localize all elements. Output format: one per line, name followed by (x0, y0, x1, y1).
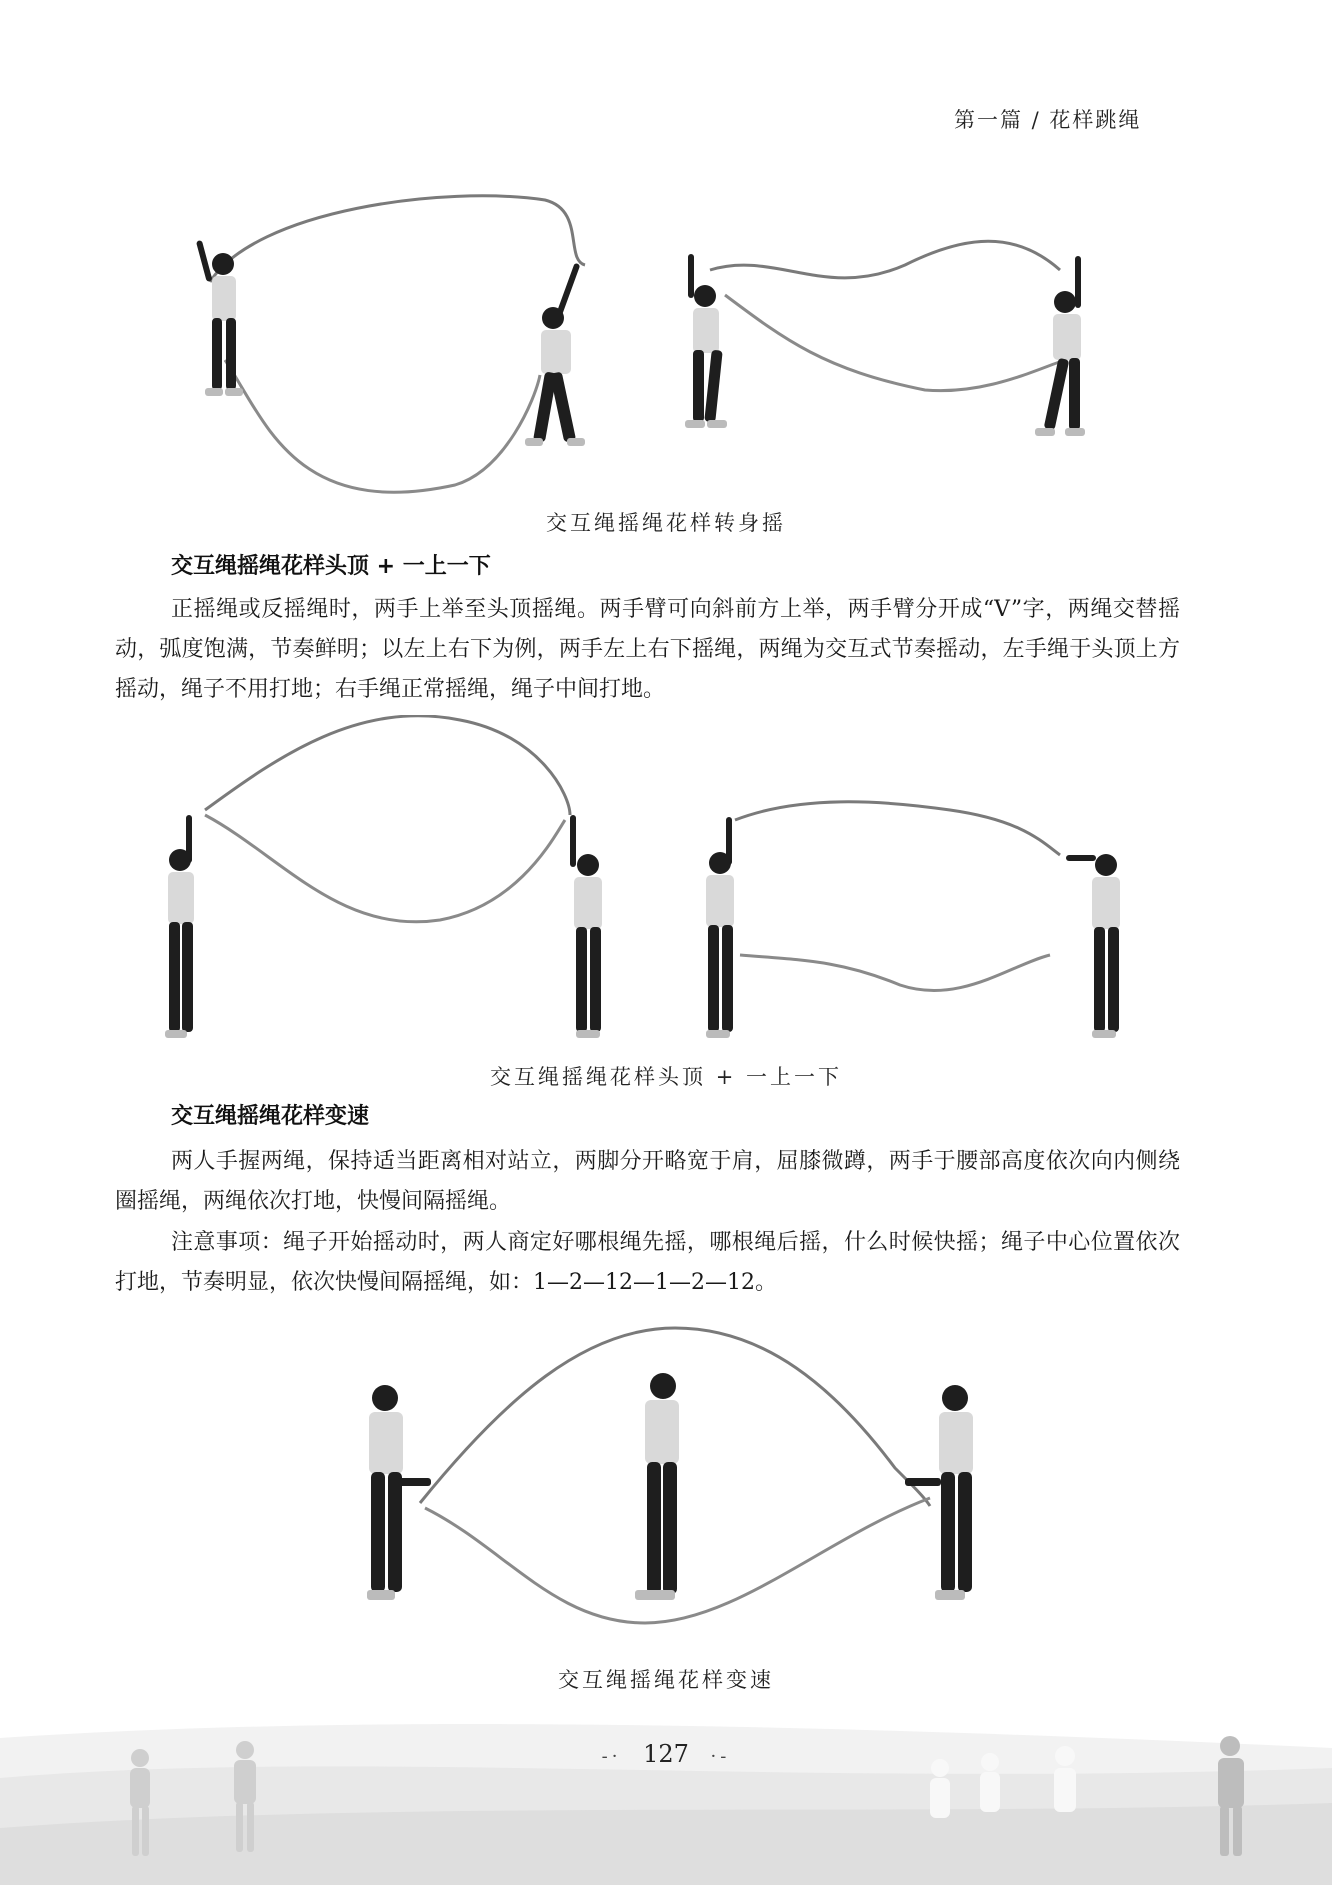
running-head: 第一篇 / 花样跳绳 (954, 108, 1142, 132)
rope (425, 1498, 930, 1623)
page-dash-right: ·- (710, 1746, 731, 1767)
jumper-figure (1066, 854, 1120, 1038)
jumper-figure (367, 1385, 431, 1600)
jumper-figure (165, 815, 194, 1038)
footer-decoration (0, 1708, 1332, 1885)
rope (740, 955, 1050, 991)
rope (205, 815, 565, 922)
section-title: 交互绳摇绳花样变速 (171, 1104, 370, 1129)
jumper-figure (570, 815, 602, 1038)
body-paragraph: 正摇绳或反摇绳时，两手上举至头顶摇绳。两手臂可向斜前方上举，两手臂分开成“V”字，两绳交替摇动，弧度饱满，节奏鲜明；以左上右下为例，两手左上右下摇绳，两绳为交互式节奏摇动，左手绳于头顶上方摇动，绳子不用打地；右手绳正常摇绳，绳子中间打地。 (115, 597, 1180, 702)
jumper-figure (1035, 256, 1085, 436)
section-title: 交互绳摇绳花样头顶 + 一上一下 (171, 554, 491, 579)
jumper-figure (196, 240, 243, 396)
figure-speed-change (355, 1318, 995, 1648)
rope (710, 241, 1060, 278)
body-paragraph: 注意事项：绳子开始摇动时，两人商定好哪根绳先摇，哪根绳后摇，什么时候快摇；绳子中心位置依次打地，节奏明显，依次快慢间隔摇绳，如：1—2—12—1—2—12。 (115, 1230, 1180, 1295)
body-paragraph: 两人手握两绳，保持适当距离相对站立，两脚分开略宽于肩，屈膝微蹲，两手于腰部高度依次向内侧绕圈摇绳，两绳依次打地，快慢间隔摇绳。 (115, 1149, 1180, 1214)
figure-caption: 交互绳摇绳花样头顶 + 一上一下 (490, 1065, 842, 1089)
rope (225, 360, 540, 492)
jumper-figure (525, 263, 585, 446)
figure-turning-swing (185, 190, 1105, 495)
rope (205, 716, 570, 815)
rope (210, 196, 585, 282)
page-number-value: 127 (643, 1740, 689, 1768)
figure-overhead-up-down (160, 715, 1140, 1045)
rope (725, 295, 1065, 391)
figure-caption: 交互绳摇绳花样变速 (558, 1668, 774, 1692)
jumper-figure (685, 254, 727, 428)
figure-caption: 交互绳摇绳花样转身摇 (546, 511, 786, 535)
page-dash-left: -· (601, 1746, 622, 1767)
rope (735, 802, 1060, 855)
jumper-figure (635, 1373, 679, 1600)
jumper-figure (905, 1385, 973, 1600)
page-number (0, 1740, 1332, 1768)
jumper-figure (706, 817, 734, 1038)
